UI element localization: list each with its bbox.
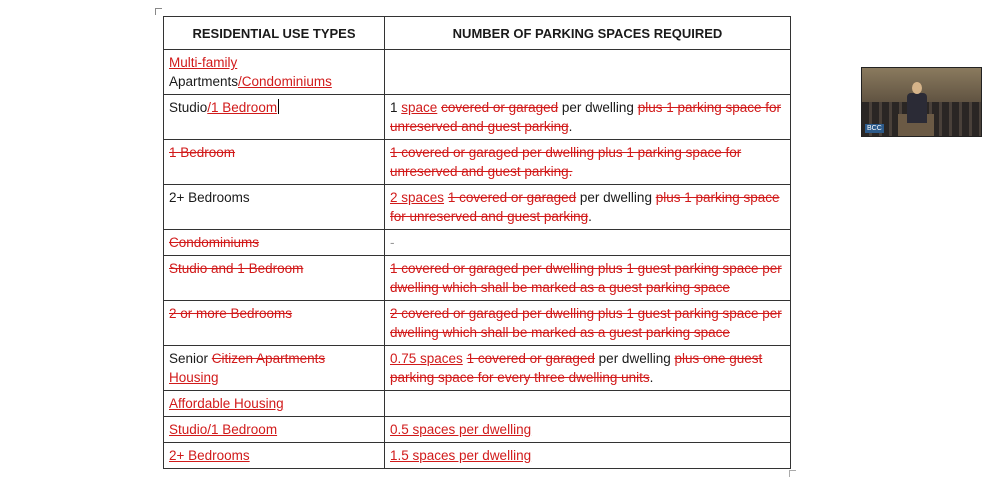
page-corner-mark-bottom	[789, 470, 796, 477]
parking-cell[interactable]	[385, 301, 791, 346]
column-header-parking-spaces: NUMBER OF PARKING SPACES REQUIRED	[385, 17, 791, 50]
table-header-row	[164, 17, 791, 50]
table-row	[164, 301, 791, 346]
table-row	[164, 230, 791, 256]
column-header-use-types: RESIDENTIAL USE TYPES	[164, 17, 385, 50]
use-type-cell[interactable]	[164, 301, 385, 346]
table-row	[164, 50, 791, 95]
table-row	[164, 185, 791, 230]
use-type-text: Apartments	[169, 74, 239, 89]
inserted-text: 2 spaces	[390, 190, 445, 205]
use-type-text: Senior	[169, 351, 212, 366]
use-type-cell[interactable]	[164, 140, 385, 185]
table-row	[164, 95, 791, 140]
inserted-text: 0.75 spaces	[390, 351, 463, 366]
text-cursor	[278, 99, 279, 114]
parking-text: .	[649, 370, 654, 385]
table-row	[164, 443, 791, 469]
inserted-text: space	[401, 100, 438, 115]
table-row	[164, 346, 791, 391]
deleted-text: plus one guest parking space for every three dwelling units	[390, 351, 763, 385]
video-speaker-body	[907, 93, 927, 123]
parking-cell[interactable]	[385, 346, 791, 391]
deleted-text: 2 or more Bedrooms	[169, 306, 293, 321]
parking-requirements-table	[163, 16, 791, 469]
table-row	[164, 256, 791, 301]
parking-text: per dwelling	[594, 351, 675, 366]
inserted-text: /1 Bedroom	[207, 100, 278, 115]
table-row	[164, 417, 791, 443]
deleted-text: 1 covered or garaged per dwelling plus 1 guest parking space per dwelling which shall be marked as a guest parking space	[390, 261, 782, 295]
inserted-text: Affordable Housing	[169, 396, 284, 411]
use-type-cell[interactable]	[164, 95, 385, 140]
parking-text: 1	[390, 100, 402, 115]
inserted-text: Housing	[169, 370, 219, 385]
parking-cell[interactable]	[385, 50, 791, 95]
parking-cell[interactable]	[385, 443, 791, 469]
table-row	[164, 391, 791, 417]
deleted-text: Studio and 1 Bedroom	[169, 261, 304, 276]
use-type-text: 2+ Bedrooms	[169, 190, 250, 205]
deleted-text: 1 Bedroom	[169, 145, 236, 160]
page-corner-mark	[155, 8, 162, 15]
parking-text: per dwelling	[558, 100, 638, 115]
parking-cell[interactable]	[385, 185, 791, 230]
deleted-text: Citizen Apartments	[211, 351, 326, 366]
video-feed-thumbnail[interactable]	[861, 67, 982, 137]
deleted-text: plus 1 parking space for unreserved and guest parking	[390, 190, 780, 224]
inserted-text: 1.5 spaces per dwelling	[390, 448, 532, 463]
use-type-cell[interactable]	[164, 50, 385, 95]
deleted-text: 1 covered or garaged	[466, 351, 595, 366]
use-type-cell[interactable]	[164, 346, 385, 391]
parking-cell[interactable]	[385, 230, 791, 256]
deleted-text: plus 1 parking space for unreserved and guest parking	[390, 100, 782, 134]
inserted-text: Multi-family	[169, 55, 238, 70]
parking-cell[interactable]	[385, 256, 791, 301]
parking-cell[interactable]	[385, 95, 791, 140]
use-type-text: Studio	[169, 100, 208, 115]
use-type-cell[interactable]	[164, 230, 385, 256]
inserted-text: /Condominiums	[238, 74, 332, 89]
deleted-text: 2 covered or garaged per dwelling plus 1 guest parking space per dwelling which shall be marked as a guest parking space	[390, 306, 782, 340]
parking-text: .	[588, 209, 592, 224]
deleted-text: 1 covered or garaged	[447, 190, 577, 205]
deleted-text: 1 covered or garaged per dwelling plus 1 parking space for unreserved and guest parking.	[390, 145, 742, 179]
deleted-text: Condominiums	[169, 235, 260, 250]
deleted-text: covered or garaged	[441, 100, 559, 115]
broadcast-logo: BCC	[867, 125, 882, 132]
parking-cell[interactable]	[385, 391, 791, 417]
table-row	[164, 140, 791, 185]
use-type-cell[interactable]	[164, 443, 385, 469]
parking-cell[interactable]	[385, 140, 791, 185]
use-type-cell[interactable]	[164, 391, 385, 417]
video-speaker-head	[912, 82, 922, 94]
parking-text: -	[390, 235, 395, 250]
parking-cell[interactable]	[385, 417, 791, 443]
use-type-cell[interactable]	[164, 256, 385, 301]
use-type-cell[interactable]	[164, 417, 385, 443]
inserted-text: 2+ Bedrooms	[169, 448, 250, 463]
parking-text: per dwelling	[576, 190, 656, 205]
inserted-text: 0.5 spaces per dwelling	[390, 422, 532, 437]
inserted-text: Studio/1 Bedroom	[169, 422, 278, 437]
parking-text: .	[568, 119, 573, 134]
use-type-cell[interactable]	[164, 185, 385, 230]
